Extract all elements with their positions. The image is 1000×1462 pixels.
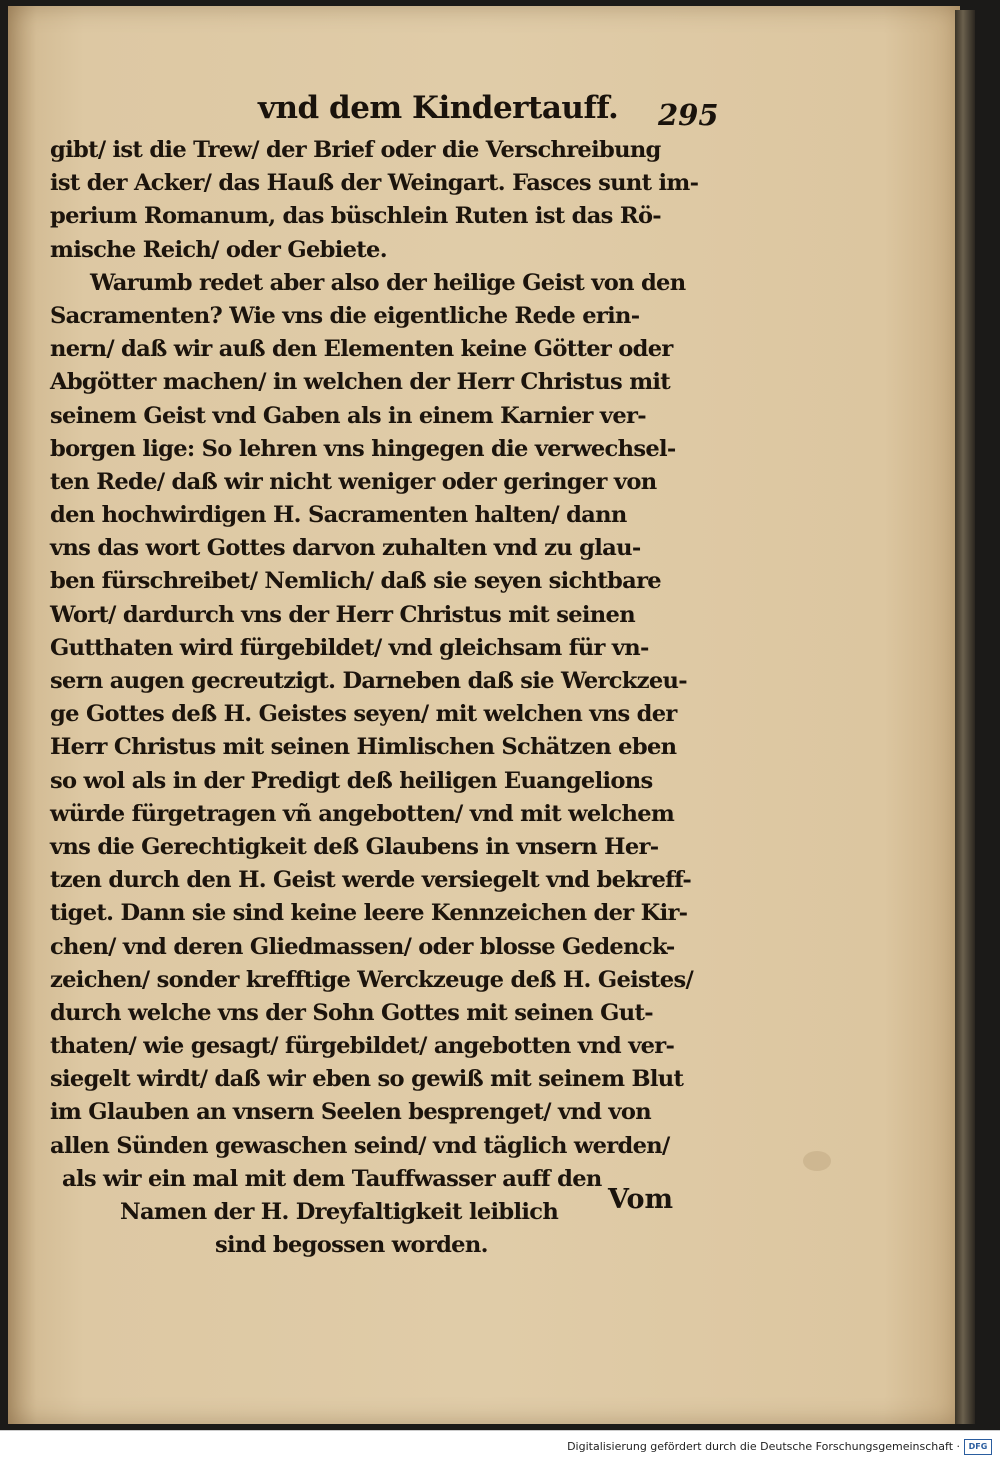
text-line: ben fürschreibet/ Nemlich/ daß sie seyen sichtbare	[50, 568, 661, 595]
text-line: den hochwirdigen H. Sacramenten halten/ dann	[50, 502, 627, 529]
text-line: Abgötter machen/ in welchen der Herr Christus mit	[50, 369, 671, 396]
body-text	[50, 134, 730, 1262]
text-line: tzen durch den H. Geist werde versiegelt vnd bekreff-	[50, 867, 692, 894]
text-line: tiget. Dann sie sind keine leere Kennzeichen der Kir-	[50, 900, 688, 927]
text-line: gibt/ ist die Trew/ der Brief oder die Verschreibung	[50, 137, 661, 163]
text-line: ist der Acker/ das Hauß der Weingart. Fasces sunt im-	[50, 170, 699, 197]
text-line: sind begossen worden.	[215, 1232, 488, 1259]
text-line: durch welche vns der Sohn Gottes mit seinen Gut-	[50, 999, 653, 1026]
text-line: sern augen gecreutzigt. Darneben daß sie Werckzeu-	[50, 668, 687, 694]
text-line: ge Gottes deß H. Geistes seyen/ mit welchen vns der	[50, 701, 677, 728]
paper-stain	[803, 1151, 831, 1171]
catchword: Vom	[608, 1184, 674, 1215]
text-line: perium Romanum, das büschlein Ruten ist das Rö-	[50, 203, 661, 230]
text-line: Gutthaten wird fürgebildet/ vnd gleichsam für vn-	[50, 634, 649, 661]
footer-credit: Digitalisierung gefördert durch die Deutsche Forschungsgemeinschaft ·	[567, 1440, 960, 1453]
page-edge	[955, 10, 975, 1424]
book-page	[8, 6, 960, 1424]
text-line: borgen lige: So lehren vns hingegen die verwechsel-	[50, 435, 676, 462]
text-line: im Glauben an vnsern Seelen besprenget/ vnd von	[50, 1099, 651, 1126]
text-line: zeichen/ sonder krefftige Werckzeuge deß H. Geistes/	[50, 966, 694, 993]
page-header	[258, 86, 718, 134]
text-line: ten Rede/ daß wir nicht weniger oder geringer von	[50, 468, 657, 495]
footer	[0, 1430, 1000, 1462]
page-number: 295	[658, 98, 719, 132]
text-line: seinem Geist vnd Gaben als in einem Karnier ver-	[50, 402, 646, 429]
dfg-logo: DFG	[964, 1439, 992, 1455]
running-title: vnd dem Kindertauff.	[258, 90, 619, 126]
text-line: Warumb redet aber also der heilige Geist von den	[90, 269, 686, 296]
text-line: würde fürgetragen vñ angebotten/ vnd mit welchem	[50, 800, 675, 827]
text-line: Wort/ dardurch vns der Herr Christus mit seinen	[50, 601, 635, 628]
text-line: Herr Christus mit seinen Himlischen Schätzen eben	[50, 734, 677, 761]
text-line: als wir ein mal mit dem Tauffwasser auff den	[62, 1165, 602, 1192]
text-line: nern/ daß wir auß den Elementen keine Götter oder	[50, 336, 673, 363]
text-line: vns das wort Gottes darvon zuhalten vnd zu glau-	[50, 535, 641, 562]
text-line: so wol als in der Predigt deß heiligen Euangelions	[50, 767, 653, 794]
text-line: chen/ vnd deren Gliedmassen/ oder blosse Gedenck-	[50, 933, 675, 960]
text-line: thaten/ wie gesagt/ fürgebildet/ angebotten vnd ver-	[50, 1033, 675, 1060]
text-line: allen Sünden gewaschen seind/ vnd täglich werden/	[50, 1132, 670, 1159]
text-line: Sacramenten? Wie vns die eigentliche Rede erin-	[50, 302, 640, 329]
text-line: mische Reich/ oder Gebiete.	[50, 236, 387, 263]
text-line: siegelt wirdt/ daß wir eben so gewiß mit seinem Blut	[50, 1066, 684, 1093]
text-line: vns die Gerechtigkeit deß Glaubens in vnsern Her-	[50, 833, 659, 860]
text-line: Namen der H. Dreyfaltigkeit leiblich	[120, 1199, 559, 1225]
